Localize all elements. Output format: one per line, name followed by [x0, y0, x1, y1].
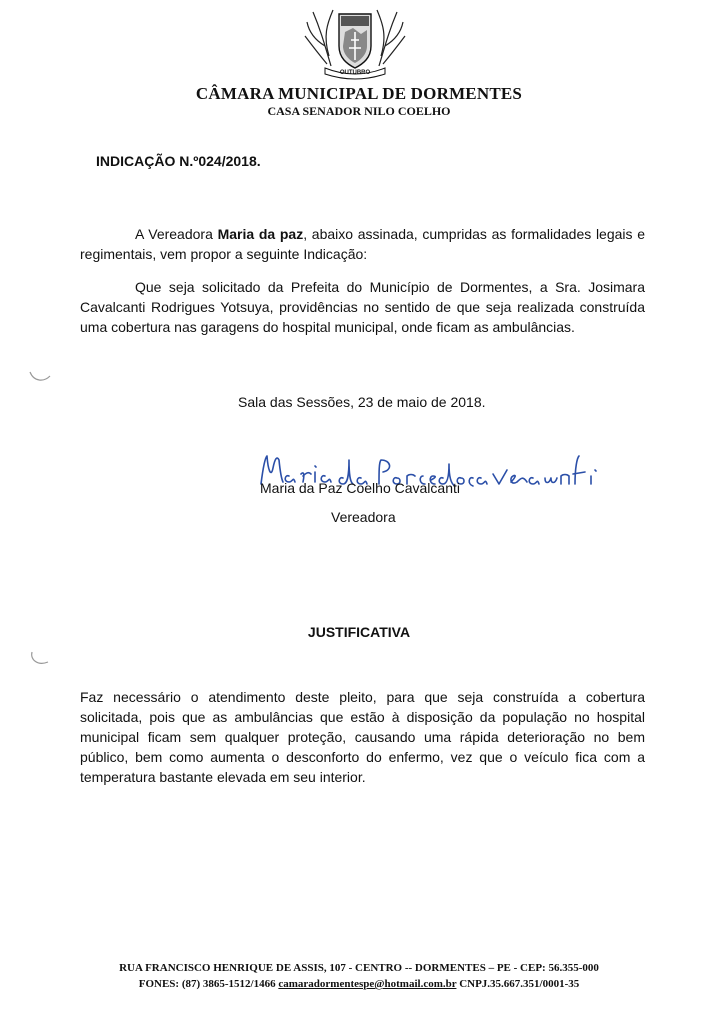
councilor-name: Maria da paz: [217, 226, 304, 242]
footer-address: RUA FRANCISCO HENRIQUE DE ASSIS, 107 - CENTRO -- DORMENTES – PE - CEP: 56.355-000: [119, 962, 599, 974]
scan-mark: [28, 650, 52, 666]
intro-paragraph: [80, 224, 645, 264]
request-paragraph: Que seja solicitado da Prefeita do Município de Dormentes, a Sra. Josimara Cavalcanti Rodrigues Yotsuya, providências no sentido de que seja realizada construída uma cobertura nas garagens do hospital municipal, onde ficam as ambulâncias.: [80, 279, 645, 335]
signer-name: Maria da Paz Coelho Cavalcanti: [260, 480, 460, 496]
document-id: INDICAÇÃO N.º024/2018.: [96, 153, 261, 169]
justification-title: JUSTIFICATIVA: [307, 624, 411, 640]
footer-email-link[interactable]: camaradormentespe@hotmail.com.br: [278, 978, 457, 990]
footer-cnpj: CNPJ.35.667.351/0001-35: [456, 978, 580, 990]
footer-contact: [0, 978, 718, 990]
signer-role: Vereadora: [331, 509, 396, 525]
institution-name: CÂMARA MUNICIPAL DE DORMENTES: [195, 84, 523, 103]
justification-paragraph: Faz necessário o atendimento deste pleito, para que seja construída a cobertura solicitada, pois que as ambulâncias que estão à disposição da população no hospital municipal ficam sem qualquer proteção, causando uma rápida deterioração no bem público, bem como aumenta o desconforto do enfermo, vez que o veículo fica com a temperatura bastante elevada em seu interior.: [80, 689, 645, 785]
intro-text-post: , abaixo assinada, cumpridas as formalidades legais e regimentais, vem propor a seguinte Indicação:: [80, 226, 646, 262]
scan-mark: [28, 368, 52, 384]
place-date: Sala das Sessões, 23 de maio de 2018.: [238, 394, 486, 410]
municipal-crest-logo: [303, 6, 407, 80]
footer-phones: FONES: (87) 3865-1512/1466: [138, 978, 279, 990]
intro-text-pre: A Vereadora: [135, 226, 218, 242]
crest-ribbon-text: OUTUBRO: [339, 70, 371, 76]
institution-subtitle: CASA SENADOR NILO COELHO: [267, 104, 451, 118]
